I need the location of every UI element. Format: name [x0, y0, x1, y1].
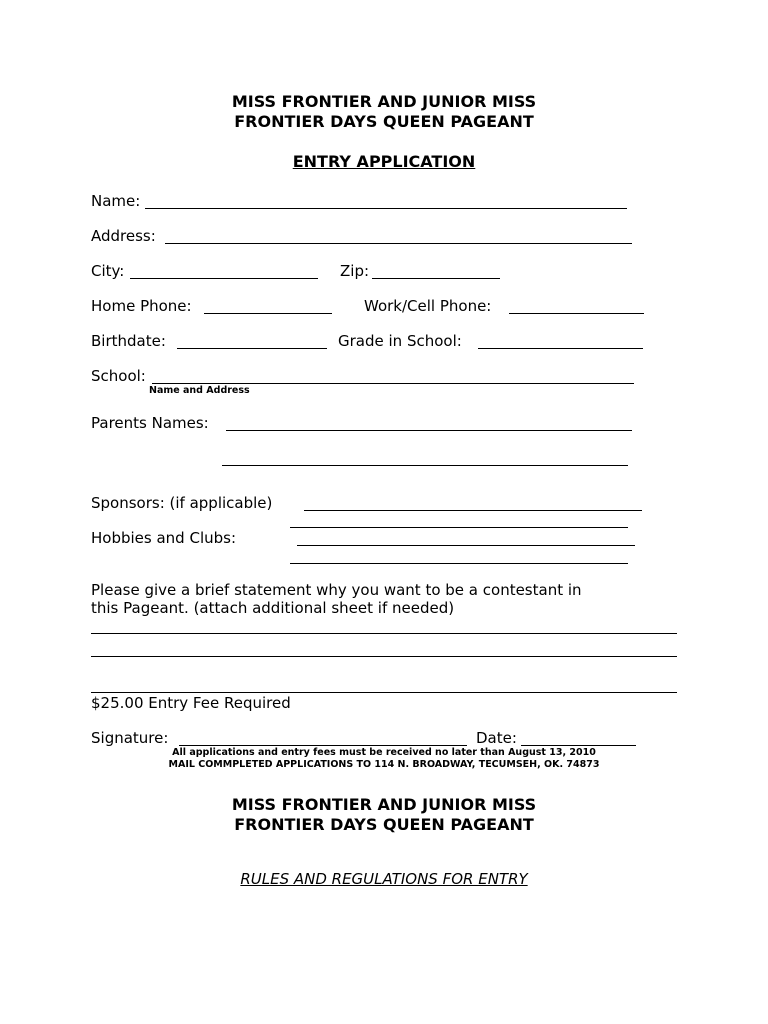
hobbies-field-2[interactable]: [297, 545, 635, 546]
statement-field-2[interactable]: [91, 656, 677, 657]
signature-field[interactable]: [179, 745, 467, 746]
hobbies-field-1[interactable]: [290, 527, 628, 528]
entry-application-heading: ENTRY APPLICATION: [292, 152, 476, 171]
parents-field-2[interactable]: [222, 465, 628, 466]
home-phone-label: Home Phone:: [91, 297, 192, 315]
rules-title-line-1: MISS FRONTIER AND JUNIOR MISS: [231, 795, 537, 814]
title-line-1: MISS FRONTIER AND JUNIOR MISS: [231, 92, 537, 111]
zip-field[interactable]: [372, 278, 500, 279]
rules-title-line-2: FRONTIER DAYS QUEEN PAGEANT: [234, 815, 534, 834]
address-label: Address:: [91, 227, 156, 245]
statement-field-3[interactable]: [91, 692, 677, 693]
parents-label: Parents Names:: [91, 414, 209, 432]
grade-label: Grade in School:: [338, 332, 462, 350]
home-phone-field[interactable]: [204, 313, 332, 314]
school-hint: Name and Address: [149, 385, 250, 396]
statement-prompt-line-1: Please give a brief statement why you want to be a contestant in: [91, 581, 582, 599]
title-line-2: FRONTIER DAYS QUEEN PAGEANT: [234, 112, 534, 131]
rules-heading: RULES AND REGULATIONS FOR ENTRY: [240, 870, 528, 888]
zip-label: Zip:: [340, 262, 370, 280]
signature-label: Signature:: [91, 729, 169, 747]
city-field[interactable]: [130, 278, 318, 279]
hobbies-label: Hobbies and Clubs:: [91, 529, 237, 547]
mailing-note: MAIL COMMPLETED APPLICATIONS TO 114 N. BROADWAY, TECUMSEH, OK. 74873: [168, 759, 600, 770]
school-label: School:: [91, 367, 146, 385]
sponsors-field[interactable]: [304, 510, 642, 511]
sponsors-label: Sponsors: (if applicable): [91, 494, 273, 512]
statement-prompt-line-2: this Pageant. (attach additional sheet if needed): [91, 599, 455, 617]
deadline-note: All applications and entry fees must be received no later than August 13, 2010: [172, 747, 596, 758]
school-field[interactable]: [152, 383, 634, 384]
birthdate-field[interactable]: [177, 348, 327, 349]
date-field[interactable]: [521, 745, 636, 746]
date-label: Date:: [476, 729, 517, 747]
birthdate-label: Birthdate:: [91, 332, 166, 350]
hobbies-field-3[interactable]: [290, 563, 628, 564]
parents-field-1[interactable]: [226, 430, 632, 431]
entry-fee-text: $25.00 Entry Fee Required: [91, 694, 291, 712]
statement-field-1[interactable]: [91, 633, 677, 634]
name-field[interactable]: [145, 208, 627, 209]
work-phone-field[interactable]: [509, 313, 644, 314]
city-label: City:: [91, 262, 125, 280]
work-phone-label: Work/Cell Phone:: [364, 297, 492, 315]
name-label: Name:: [91, 192, 141, 210]
grade-field[interactable]: [478, 348, 643, 349]
address-field[interactable]: [165, 243, 632, 244]
